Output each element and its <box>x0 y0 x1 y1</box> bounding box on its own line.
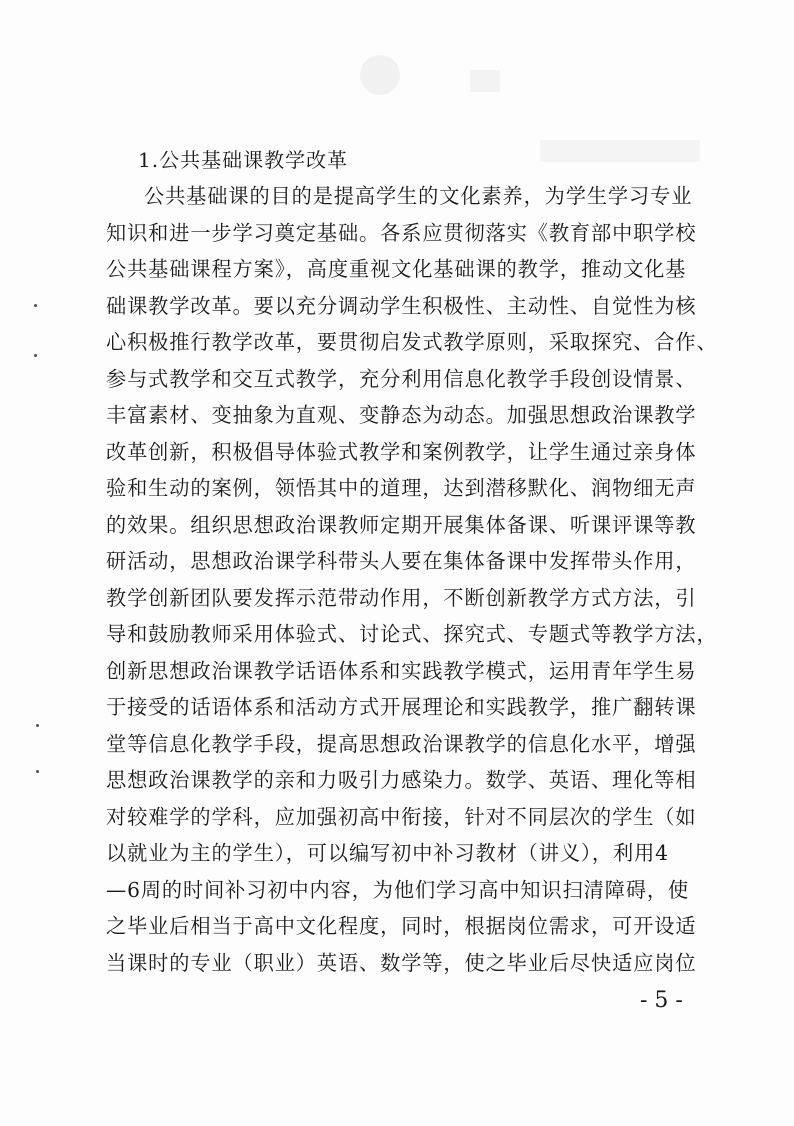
body-line: 思想政治课教学的亲和力吸引力感染力。数学、英语、理化等相 <box>106 768 697 792</box>
body-line: 于接受的话语体系和活动方式开展理论和实践教学，推广翻转课 <box>106 695 697 719</box>
body-line: 研活动，思想政治课学科带头人要在集体备课中发挥带头作用， <box>106 549 697 573</box>
scan-bleed-mark <box>360 55 400 95</box>
scan-bleed-mark <box>540 140 700 162</box>
body-line: 验和生动的案例，领悟其中的道理，达到潜移默化、润物细无声 <box>106 476 697 500</box>
body-line: —6周的时间补习初中内容，为他们学习高中知识扫清障碍，使 <box>106 877 690 902</box>
scan-dot <box>34 354 37 357</box>
body-line: 公共基础课程方案》，高度重视文化基础课的教学，推动文化基 <box>106 257 687 281</box>
scan-dot <box>34 304 37 307</box>
body-line: 对较难学的学科，应加强初高中衔接，针对不同层次的学生（如 <box>106 804 697 829</box>
body-line: 参与式教学和交互式教学，充分利用信息化教学手段创设情景、 <box>106 366 697 391</box>
body-line: 心积极推行教学改革，要贯彻启发式教学原则，采取探究、合作、 <box>106 330 718 354</box>
body-line: 的效果。组织思想政治课教师定期开展集体备课、听课评课等教 <box>106 512 697 537</box>
body-line: 堂等信息化教学手段，提高思想政治课教学的信息化水平，增强 <box>106 731 697 756</box>
section-heading: 1.公共基础课教学改革 <box>138 148 349 172</box>
body-line: 知识和进一步学习奠定基础。各系应贯彻落实《教育部中职学校 <box>106 220 697 245</box>
body-line: 础课教学改革。要以充分调动学生积极性、主动性、自觉性为核 <box>106 293 697 318</box>
body-line: 公共基础课的目的是提高学生的文化素养，为学生学习专业 <box>144 184 693 208</box>
scan-dot <box>36 770 39 773</box>
body-line: 以就业为主的学生），可以编写初中补习教材（讲义），利用4 <box>106 841 669 865</box>
body-line: 创新思想政治课教学话语体系和实践教学模式，运用青年学生易 <box>106 658 697 683</box>
page-number: - 5 - <box>640 988 683 1013</box>
body-line: 导和鼓励教师采用体验式、讨论式、探究式、专题式等教学方法， <box>106 622 718 646</box>
body-line: 当课时的专业（职业）英语、数学等，使之毕业后尽快适应岗位 <box>106 950 697 975</box>
body-line: 改革创新，积极倡导体验式教学和案例教学，让学生通过亲身体 <box>106 439 697 464</box>
scan-dot <box>36 724 39 727</box>
body-line: 教学创新团队要发挥示范带动作用，不断创新教学方式方法，引 <box>106 585 697 610</box>
body-line: 之毕业后相当于高中文化程度，同时，根据岗位需求，可开设适 <box>106 914 697 938</box>
scan-bleed-mark <box>470 70 500 92</box>
section-body <box>106 178 718 981</box>
body-line: 丰富素材、变抽象为直观、变静态为动态。加强思想政治课教学 <box>106 403 697 427</box>
